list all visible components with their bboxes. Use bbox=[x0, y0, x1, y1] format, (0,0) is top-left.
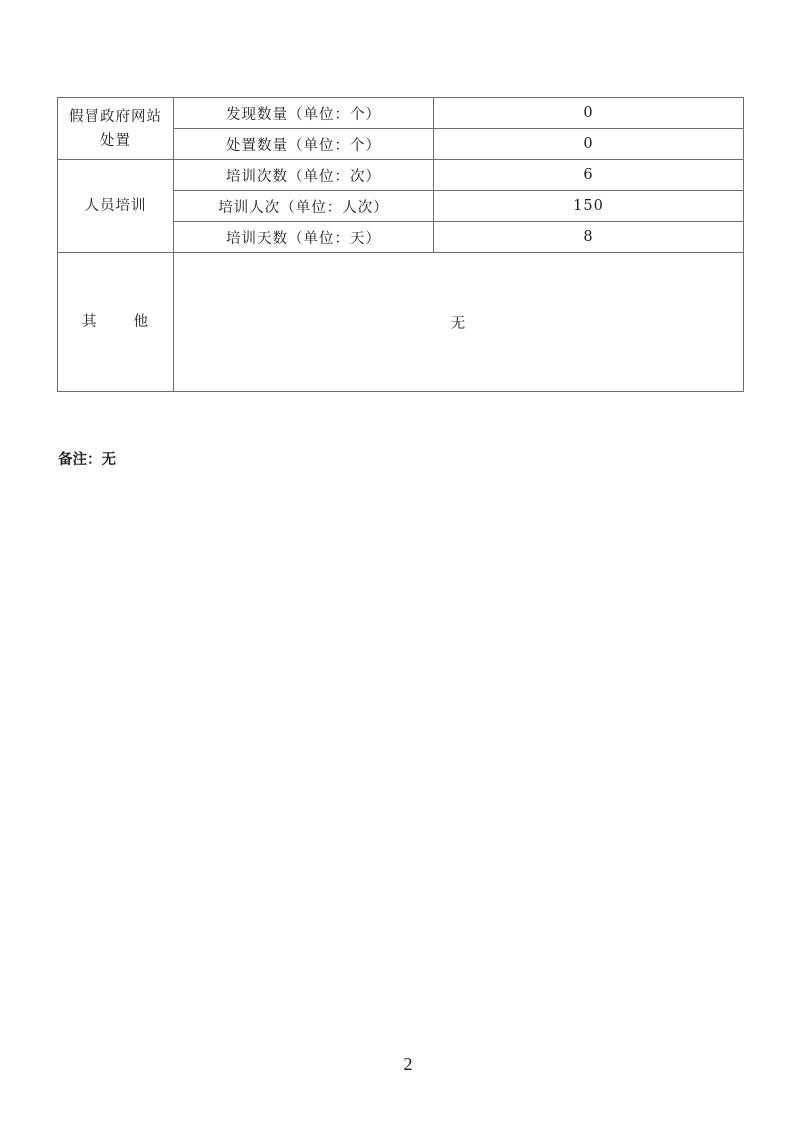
category-char-2: 他 bbox=[133, 314, 149, 330]
table-row bbox=[58, 160, 744, 191]
category-cell-training: 人员培训 bbox=[58, 160, 174, 253]
category-cell-other bbox=[58, 253, 174, 392]
row-value: 0 bbox=[434, 98, 744, 129]
row-value: 0 bbox=[434, 129, 744, 160]
category-label-line2: 处置 bbox=[100, 132, 131, 149]
category-char-1: 其 bbox=[82, 314, 98, 330]
row-label: 处置数量（单位：个） bbox=[174, 129, 434, 160]
row-label: 发现数量（单位：个） bbox=[174, 98, 434, 129]
remark-note: 备注：无 bbox=[58, 452, 116, 468]
page-number: 2 bbox=[403, 1054, 413, 1074]
row-label: 培训天数（单位：天） bbox=[174, 222, 434, 253]
table-row bbox=[58, 98, 744, 129]
row-label: 培训次数（单位：次） bbox=[174, 160, 434, 191]
statistics-table bbox=[57, 97, 744, 392]
row-label: 培训人次（单位：人次） bbox=[174, 191, 434, 222]
row-value: 6 bbox=[434, 160, 744, 191]
row-value: 8 bbox=[434, 222, 744, 253]
category-label-line1: 假冒政府网站 bbox=[69, 108, 162, 125]
table-row-other bbox=[58, 253, 744, 392]
other-value-cell: 无 bbox=[174, 253, 744, 392]
row-value: 150 bbox=[434, 191, 744, 222]
category-cell-fake-site bbox=[58, 98, 174, 160]
